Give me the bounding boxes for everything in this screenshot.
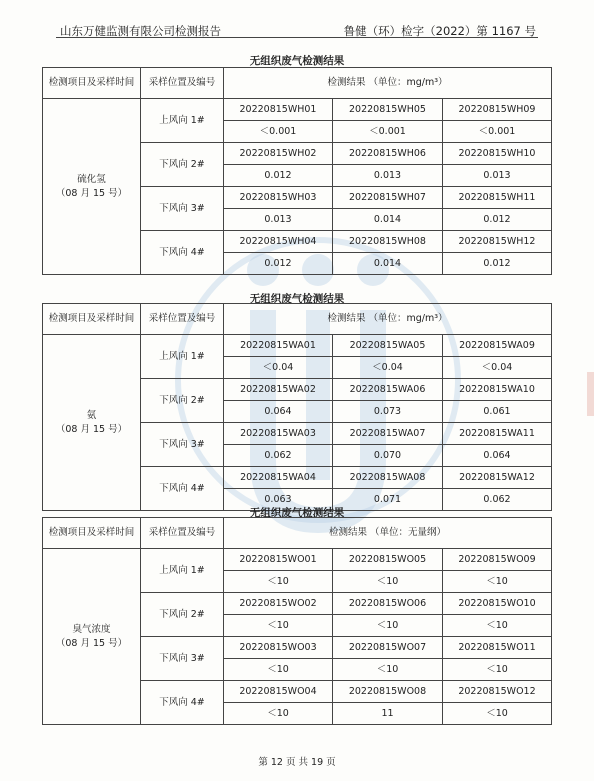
- header-item-time: 检测项目及采样时间: [43, 518, 141, 549]
- position-cell: 下风向 2#: [141, 593, 224, 637]
- position-cell: 下风向 3#: [141, 187, 224, 231]
- value-cell: ＜0.04: [224, 357, 333, 379]
- section-title-h2s: 无组织废气检测结果: [249, 55, 345, 67]
- table-row-ids: [43, 335, 552, 357]
- value-cell: ＜10: [224, 615, 333, 637]
- result-table-nh3: [42, 303, 552, 511]
- result-table-odor: [42, 517, 552, 725]
- value-cell: 0.064: [443, 445, 552, 467]
- header-result: 检测结果 （单位：mg/m³）: [224, 68, 552, 99]
- value-cell: ＜0.001: [333, 121, 443, 143]
- header-result: 检测结果 （单位：无量纲）: [224, 518, 552, 549]
- sample-id-cell: 20220815WO07: [333, 637, 443, 659]
- position-cell: 上风向 1#: [141, 549, 224, 593]
- item-cell: 臭气浓度 （08 月 15 号）: [43, 549, 141, 725]
- value-cell: ＜10: [224, 703, 333, 725]
- sample-id-cell: 20220815WA04: [224, 467, 333, 489]
- value-cell: 0.070: [333, 445, 443, 467]
- company-report-title: 山东万健监测有限公司检测报告: [60, 24, 221, 38]
- value-cell: 0.013: [224, 209, 333, 231]
- position-cell: 上风向 1#: [141, 99, 224, 143]
- sample-id-cell: 20220815WH05: [333, 99, 443, 121]
- sample-id-cell: 20220815WA12: [443, 467, 552, 489]
- value-cell: 0.061: [443, 401, 552, 423]
- sample-id-cell: 20220815WA10: [443, 379, 552, 401]
- table-row-ids: [43, 549, 552, 571]
- value-cell: ＜0.04: [443, 357, 552, 379]
- sample-id-cell: 20220815WA01: [224, 335, 333, 357]
- sample-id-cell: 20220815WH04: [224, 231, 333, 253]
- value-cell: 0.062: [224, 445, 333, 467]
- value-cell: ＜10: [443, 659, 552, 681]
- sample-id-cell: 20220815WA07: [333, 423, 443, 445]
- position-cell: 下风向 3#: [141, 637, 224, 681]
- sample-id-cell: 20220815WA06: [333, 379, 443, 401]
- report-number: 鲁健（环）检字（2022）第 1167 号: [343, 24, 536, 38]
- sample-id-cell: 20220815WO03: [224, 637, 333, 659]
- sample-id-cell: 20220815WH01: [224, 99, 333, 121]
- value-cell: ＜0.001: [224, 121, 333, 143]
- sample-id-cell: 20220815WA03: [224, 423, 333, 445]
- header-position: 采样位置及编号: [141, 68, 224, 99]
- section-title-odor: 无组织废气检测结果: [249, 507, 345, 519]
- sample-id-cell: 20220815WO11: [443, 637, 552, 659]
- item-cell: 氨 （08 月 15 号）: [43, 335, 141, 511]
- value-cell: 0.012: [224, 165, 333, 187]
- position-cell: 下风向 4#: [141, 231, 224, 275]
- sample-id-cell: 20220815WO01: [224, 549, 333, 571]
- sample-id-cell: 20220815WO08: [333, 681, 443, 703]
- value-cell: ＜0.04: [333, 357, 443, 379]
- value-cell: ＜10: [224, 571, 333, 593]
- sample-id-cell: 20220815WA11: [443, 423, 552, 445]
- value-cell: 11: [333, 703, 443, 725]
- table-header-row: [43, 304, 552, 335]
- value-cell: ＜10: [443, 703, 552, 725]
- seal-stamp-edge: [587, 372, 594, 416]
- header-position: 采样位置及编号: [141, 518, 224, 549]
- value-cell: 0.071: [333, 489, 443, 511]
- report-header: [56, 20, 538, 38]
- sample-id-cell: 20220815WA08: [333, 467, 443, 489]
- position-cell: 下风向 4#: [141, 681, 224, 725]
- header-position: 采样位置及编号: [141, 304, 224, 335]
- item-cell: 硫化氢 （08 月 15 号）: [43, 99, 141, 275]
- sample-id-cell: 20220815WH06: [333, 143, 443, 165]
- result-table-h2s: [42, 67, 552, 275]
- header-item-time: 检测项目及采样时间: [43, 304, 141, 335]
- value-cell: ＜10: [443, 571, 552, 593]
- value-cell: ＜10: [333, 659, 443, 681]
- sample-id-cell: 20220815WO12: [443, 681, 552, 703]
- value-cell: 0.012: [224, 253, 333, 275]
- table-row-ids: [43, 99, 552, 121]
- position-cell: 下风向 2#: [141, 379, 224, 423]
- section-title-nh3: 无组织废气检测结果: [249, 293, 345, 305]
- sample-id-cell: 20220815WH03: [224, 187, 333, 209]
- sample-id-cell: 20220815WO10: [443, 593, 552, 615]
- position-cell: 下风向 4#: [141, 467, 224, 511]
- table-header-row: [43, 518, 552, 549]
- header-item-time: 检测项目及采样时间: [43, 68, 141, 99]
- sample-id-cell: 20220815WH09: [443, 99, 552, 121]
- value-cell: 0.073: [333, 401, 443, 423]
- sample-id-cell: 20220815WH02: [224, 143, 333, 165]
- sample-id-cell: 20220815WA09: [443, 335, 552, 357]
- sample-id-cell: 20220815WO05: [333, 549, 443, 571]
- sample-id-cell: 20220815WA05: [333, 335, 443, 357]
- value-cell: 0.064: [224, 401, 333, 423]
- position-cell: 上风向 1#: [141, 335, 224, 379]
- sample-id-cell: 20220815WO06: [333, 593, 443, 615]
- value-cell: ＜10: [443, 615, 552, 637]
- value-cell: 0.014: [333, 253, 443, 275]
- position-cell: 下风向 2#: [141, 143, 224, 187]
- value-cell: ＜10: [333, 615, 443, 637]
- table-header-row: [43, 68, 552, 99]
- value-cell: 0.062: [443, 489, 552, 511]
- sample-id-cell: 20220815WO02: [224, 593, 333, 615]
- value-cell: ＜0.001: [443, 121, 552, 143]
- value-cell: ＜10: [333, 571, 443, 593]
- sample-id-cell: 20220815WH08: [333, 231, 443, 253]
- sample-id-cell: 20220815WH11: [443, 187, 552, 209]
- header-result: 检测结果 （单位：mg/m³）: [224, 304, 552, 335]
- sample-id-cell: 20220815WH12: [443, 231, 552, 253]
- page-number: 第 12 页 共 19 页: [258, 757, 336, 768]
- value-cell: 0.014: [333, 209, 443, 231]
- sample-id-cell: 20220815WO09: [443, 549, 552, 571]
- value-cell: 0.063: [224, 489, 333, 511]
- value-cell: 0.013: [443, 165, 552, 187]
- sample-id-cell: 20220815WH10: [443, 143, 552, 165]
- position-cell: 下风向 3#: [141, 423, 224, 467]
- value-cell: ＜10: [224, 659, 333, 681]
- sample-id-cell: 20220815WA02: [224, 379, 333, 401]
- sample-id-cell: 20220815WH07: [333, 187, 443, 209]
- value-cell: 0.012: [443, 209, 552, 231]
- value-cell: 0.013: [333, 165, 443, 187]
- value-cell: 0.012: [443, 253, 552, 275]
- sample-id-cell: 20220815WO04: [224, 681, 333, 703]
